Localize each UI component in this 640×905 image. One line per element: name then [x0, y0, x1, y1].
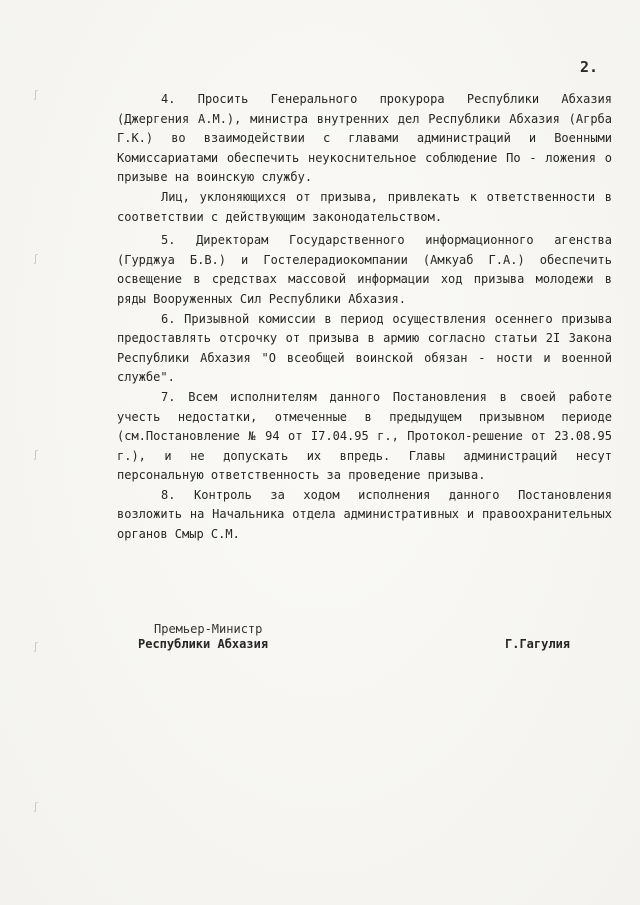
paragraph-item-8: 8. Контроль за ходом исполнения данного Постановления возложить на Начальника отдела административных и правоохранительных органов Смыр С.М.: [117, 487, 612, 542]
margin-punch-mark: ʃ: [34, 640, 38, 653]
document-body: [117, 90, 612, 549]
paragraph-item-5: 5. Директорам Государственного информационного агенства (Гурджуа Б.В.) и Гостелерадиокомпании (Амкуаб Г.А.) обеспечить освещение в средствах массовой информации ход призыва молодежи в ряды Вооруженных Сил Республики Абхазия.: [117, 233, 612, 306]
paragraph-item-4: 4. Просить Генерального прокурора Республики Абхазия (Джергения А.М.), министра внутренних дел Республики Абхазия (Агрба Г.К.) во взаимодействии с главами администраций и Военными Комиссариатами обеспечить неукоснительное соблюдение По - ложения о призыве на воинскую службу.: [117, 92, 612, 185]
signatory-republic: Республики Абхазия: [138, 637, 269, 651]
margin-punch-mark: ʃ: [34, 800, 38, 813]
signatory-position: Премьер-Министр: [154, 622, 263, 636]
paragraph-item-7: 7. Всем исполнителям данного Постановления в своей работе учесть недостатки, отмеченные в предыдущем призывном периоде (см.Постановление № 94 от I7.04.95 г., Протокол-решение от 23.08.95 г.), и не допускать их впредь. Главы администраций несут персональную ответственность за проведение призыва.: [117, 389, 612, 483]
margin-punch-mark: ʃ: [34, 448, 38, 461]
signatory-title: [138, 622, 268, 652]
margin-punch-mark: ʃ: [34, 88, 38, 101]
margin-punch-mark: ʃ: [34, 252, 38, 265]
signatory-name: Г.Гагулия: [505, 637, 571, 651]
page-number: 2.: [580, 58, 599, 76]
paragraph-item-6: 6. Призывной комиссии в период осуществления осеннего призыва предоставлять отсрочку от призыва в армию согласно статьи 2I Закона Республики Абхазия "О всеобщей воинской обязан - ности и военной службе".: [117, 311, 612, 385]
paragraph-item-4-continued: Лиц, уклоняющихся от призыва, привлекать к ответственности в соответствии с действующим законодательством.: [117, 189, 612, 224]
